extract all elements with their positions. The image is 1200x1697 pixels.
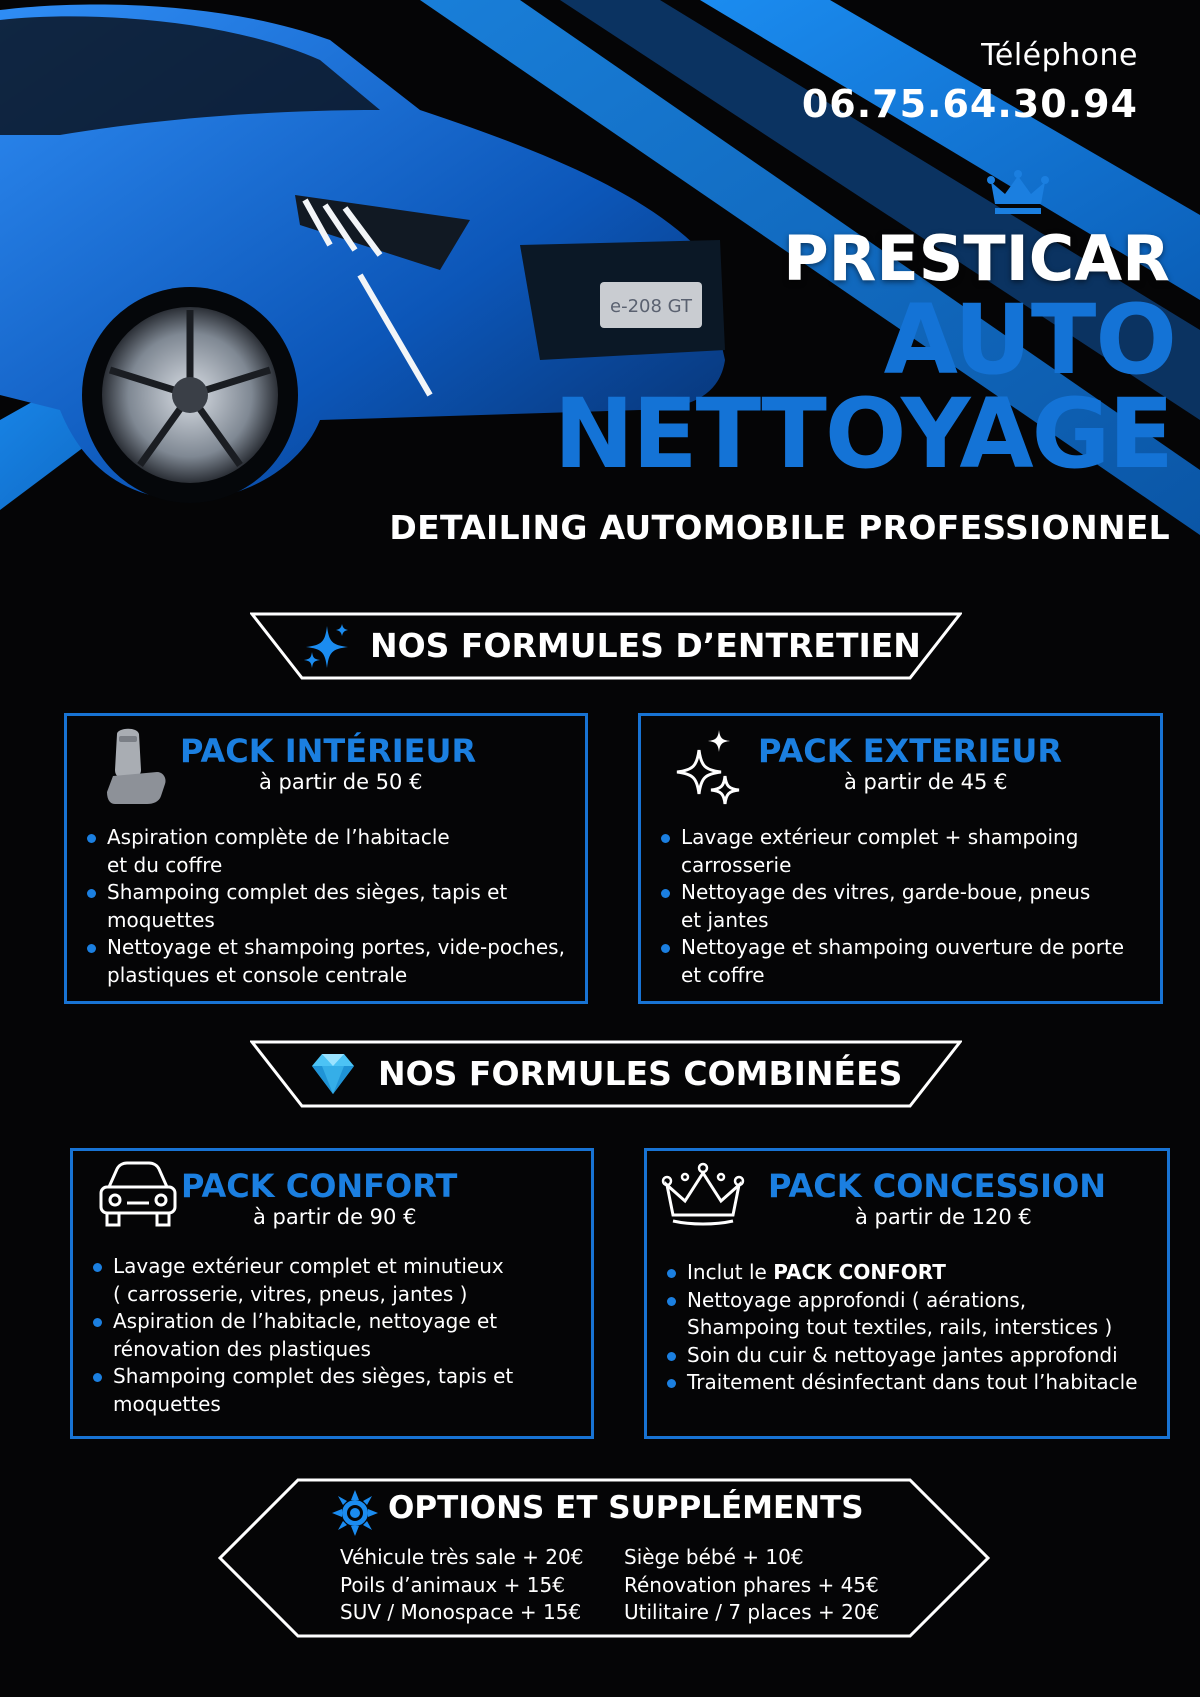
brand-name-line-2: AUTO	[883, 284, 1176, 396]
pack-title-concession: PACK CONCESSION	[768, 1167, 1107, 1205]
list-item: Lavage extérieur complet + shampoing carrosserie	[661, 824, 1150, 879]
list-item: Shampoing complet des sièges, tapis et moquettes	[87, 879, 575, 934]
pack-price-interieur: à partir de 50 €	[259, 770, 423, 794]
brand-name-line-1: PRESTICAR	[783, 222, 1170, 295]
section-banner-combinees	[250, 1040, 962, 1108]
list-item: Utilitaire / 7 places + 20€	[624, 1600, 880, 1624]
car-plate: e-208 GT	[610, 296, 692, 317]
pack-card-interieur	[64, 713, 588, 1004]
list-item: Véhicule très sale + 20€	[340, 1545, 584, 1569]
options-panel	[218, 1478, 990, 1638]
list-item: Nettoyage et shampoing portes, vide-poches, plastiques et console centrale	[87, 934, 575, 989]
list-item: Aspiration de l’habitacle, nettoyage et rénovation des plastiques	[93, 1308, 581, 1363]
crown-outline-icon	[661, 1151, 745, 1237]
list-item: Aspiration complète de l’habitacle et du coffre	[87, 824, 575, 879]
section-banner-entretien	[250, 612, 962, 680]
crown-icon	[985, 168, 1051, 216]
car-seat-icon	[95, 726, 179, 812]
pack-features-confort	[93, 1253, 581, 1418]
pack-title-confort: PACK CONFORT	[181, 1167, 458, 1205]
list-item: Rénovation phares + 45€	[624, 1572, 879, 1597]
pack-price-concession: à partir de 120 €	[855, 1205, 1032, 1229]
pack-features-exterieur	[661, 824, 1150, 989]
list-item: Shampoing complet des sièges, tapis et moquettes	[93, 1363, 581, 1418]
options-title: OPTIONS ET SUPPLÉMENTS	[388, 1490, 864, 1526]
car-front-icon	[93, 1151, 177, 1237]
pack-title-exterieur: PACK EXTERIEUR	[758, 732, 1062, 770]
tagline: DETAILING AUTOMOBILE PROFESSIONNEL	[389, 508, 1170, 547]
phone-label: Téléphone	[981, 38, 1138, 73]
pack-card-confort	[70, 1148, 594, 1439]
list-item: Nettoyage et shampoing ouverture de porte et coffre	[661, 934, 1150, 989]
phone-number[interactable]: 06.75.64.30.94	[801, 82, 1138, 126]
list-item: Lavage extérieur complet et minutieux ( carrosserie, vitres, pneus, jantes )	[93, 1253, 581, 1308]
list-item: Soin du cuir & nettoyage jantes approfondi	[667, 1342, 1157, 1370]
list-item: SUV / Monospace + 15€	[340, 1600, 582, 1624]
pack-price-exterieur: à partir de 45 €	[844, 770, 1008, 794]
list-item: Traitement désinfectant dans tout l’habitacle	[667, 1369, 1157, 1397]
sparkles-icon	[669, 726, 753, 812]
brand-name-line-3: NETTOYAGE	[553, 378, 1172, 490]
options-list-right	[624, 1544, 879, 1627]
section-title-entretien: NOS FORMULES D’ENTRETIEN	[370, 626, 921, 665]
section-title-combinees: NOS FORMULES COMBINÉES	[378, 1054, 903, 1093]
list-item: Siège bébé + 10€	[624, 1545, 804, 1569]
pack-card-exterieur	[638, 713, 1163, 1004]
pack-title-interieur: PACK INTÉRIEUR	[180, 732, 477, 770]
list-item: Poils d’animaux + 15€	[340, 1572, 565, 1597]
options-list-left	[340, 1544, 583, 1627]
pack-features-interieur	[87, 824, 575, 989]
pack-card-concession	[644, 1148, 1170, 1439]
list-item: Nettoyage approfondi ( aérations, Shampoing tout textiles, rails, interstices )	[667, 1287, 1157, 1342]
list-item: Inclut le PACK CONFORT	[667, 1259, 1157, 1287]
sparkle-icon	[302, 622, 352, 670]
diamond-icon	[308, 1050, 358, 1098]
list-item: Nettoyage des vitres, garde-boue, pneus et jantes	[661, 879, 1150, 934]
pack-features-concession	[667, 1259, 1157, 1397]
sun-gear-icon	[332, 1490, 378, 1536]
pack-price-confort: à partir de 90 €	[253, 1205, 417, 1229]
